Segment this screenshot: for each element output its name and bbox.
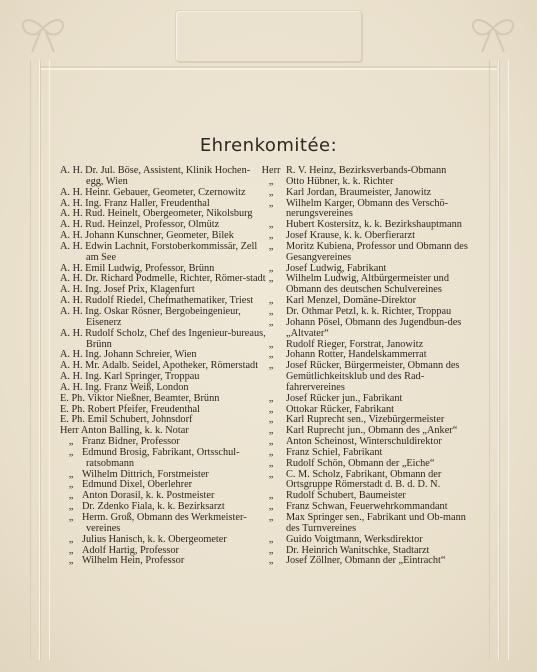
list-item-text: A. H. Rudolf Scholz, Chef des Ingenieur-bureaus, Brünn	[60, 327, 266, 350]
list-item-prefix: „	[268, 360, 274, 372]
list-item-prefix: „	[268, 414, 274, 426]
list-item-text: Johann Rotter, Handelskammerrat	[286, 349, 427, 361]
list-item	[256, 318, 476, 340]
list-item-text: Max Springer sen., Fabrikant und Ob-mann des Turnvereines	[286, 512, 466, 534]
right-member-list	[256, 166, 476, 567]
list-item-text: A. H. Ing. Oskar Rösner, Bergobeingenieur, Eisenerz	[60, 305, 241, 328]
list-item-prefix: „	[268, 533, 274, 545]
list-item-prefix: „	[268, 273, 274, 285]
list-item-prefix: „	[68, 436, 74, 448]
list-item	[60, 556, 266, 567]
list-item-text: Josef Rücker jun., Fabrikant	[286, 392, 403, 404]
list-item-text: Edmund Dixel, Oberlehrer	[82, 479, 193, 491]
list-item-prefix: „	[68, 490, 74, 502]
list-item-prefix: „	[268, 512, 274, 523]
list-item-text: A. H. Ing. Karl Springer, Troppau	[60, 371, 200, 383]
list-item-text: Karl Menzel, Domäne-Direktor	[286, 295, 417, 307]
list-item-text: A. H. Ing. Franz Weiß, London	[60, 381, 189, 393]
list-item	[256, 470, 476, 492]
list-item	[60, 329, 266, 351]
list-item-text: A. H. Ing. Josef Prix, Klagenfurt	[60, 284, 195, 296]
list-item-text: A. H. Ing. Johann Schreier, Wien	[60, 349, 197, 361]
list-item-text: A. H. Emil Ludwig, Professor, Brünn	[60, 262, 215, 274]
list-item-text: Karl Ruprecht jun., Obmann des „Anker“	[286, 425, 458, 437]
list-item-text: Wilhelm Karger, Obmann des Verschö-nerungsvereines	[286, 197, 449, 220]
list-item-text: R. V. Heinz, Bezirksverbands-Obmann	[286, 165, 447, 176]
list-item-text: A. H. Dr. Jul. Böse, Assistent, Klinik Hochen-egg, Wien	[60, 165, 251, 187]
list-item-text: Moritz Kubiena, Professor und Obmann des Gesangvereines	[286, 240, 468, 263]
list-item-text: Anton Dorasil, k. k. Postmeister	[82, 490, 215, 502]
page-title: Ehrenkomitée:	[199, 135, 338, 156]
list-item-text: A. H. Dr. Richard Podmelle, Richter, Römer-stadt	[60, 273, 266, 285]
list-item	[256, 199, 476, 221]
list-item-prefix: „	[68, 555, 74, 567]
bow-ornament-left-icon	[16, 10, 70, 54]
left-member-list	[60, 166, 266, 567]
list-item-text: Wilhelm Ludwig, Altbürgermeister und Obmann des deutschen Schulvereines	[286, 273, 449, 296]
list-item-text: A. H. Johann Kunschner, Geometer, Bilek	[60, 230, 234, 242]
list-item-text: Dr. Zdenko Fiala, k. k. Bezirksarzt	[82, 501, 225, 513]
list-item-prefix: „	[68, 479, 74, 491]
list-item-prefix: „	[68, 544, 74, 556]
list-item-prefix: „	[268, 555, 274, 567]
list-item-text: A. H. Mr. Adalb. Seidel, Apotheker, Römerstadt	[60, 360, 259, 372]
list-item-text: E. Ph. Robert Pfeifer, Freudenthal	[60, 403, 200, 415]
list-item-text: Franz Schwan, Feuerwehrkommandant	[286, 501, 448, 513]
list-item-prefix: „	[68, 533, 74, 545]
list-item-prefix: „	[268, 501, 274, 513]
list-item-text: Dr. Heinrich Wanitschke, Stadtarzt	[286, 544, 430, 556]
list-item-text: Julius Hanisch, k. k. Obergeometer	[82, 533, 227, 545]
list-item-text: A. H. Edwin Lachnit, Forstoberkommissär, Zell am See	[60, 240, 258, 263]
list-item-prefix: „	[268, 457, 274, 469]
list-item-text: Otto Hübner, k. k. Richter	[286, 175, 394, 187]
list-item-text: Adolf Hartig, Professor	[82, 544, 179, 556]
list-item	[256, 274, 476, 296]
list-item-text: A. H. Heinr. Gebauer, Geometer, Czernowitz	[60, 186, 246, 198]
list-item-text: Josef Krause, k. k. Oberfierarzt	[286, 230, 415, 242]
bow-ornament-right-icon	[466, 10, 520, 54]
list-item	[60, 242, 266, 264]
list-item-text: E. Ph. Emil Schubert, Johnsdorf	[60, 414, 193, 426]
list-item-prefix: „	[268, 295, 274, 307]
list-item-prefix: „	[268, 197, 274, 209]
list-item-prefix: „	[268, 349, 274, 361]
list-item	[256, 361, 476, 394]
list-item-prefix: „	[268, 544, 274, 556]
list-item-text: Rudolf Schubert, Baumeister	[286, 490, 406, 502]
list-item-prefix: „	[268, 230, 274, 242]
list-item-text: Rudolf Schön, Obmann der „Eiche“	[286, 457, 435, 469]
list-item-text: Edmund Brosig, Fabrikant, Ortsschul-ratsobmann	[82, 446, 240, 469]
list-item-text: C. M. Scholz, Fabrikant, Obmann der Ortsgruppe Römerstadt d. B. d. D. N.	[286, 468, 442, 491]
list-item-text: A. H. Rud. Heinzel, Professor, Olmütz	[60, 219, 220, 231]
list-item-prefix: „	[268, 262, 274, 274]
list-item-text: A. H. Rudolf Riedel, Chefmathematiker, Triest	[60, 295, 254, 307]
list-item	[60, 307, 266, 329]
list-item-text: Franz Schiel, Fabrikant	[286, 446, 383, 458]
list-item-text: Rudolf Rieger, Forstrat, Janowitz	[286, 338, 424, 350]
list-item-prefix: „	[268, 403, 274, 415]
list-item-text: Karl Jordan, Braumeister, Janowitz	[286, 186, 432, 198]
list-item	[256, 513, 476, 535]
list-item-prefix: „	[268, 316, 274, 328]
list-item-prefix: „	[268, 446, 274, 458]
list-item-text: Herr Anton Balling, k. k. Notar	[60, 425, 189, 437]
list-item-text: Johann Pösel, Obmann des Jugendbun-des „Altvater“	[286, 316, 462, 339]
list-item-prefix: Herr	[261, 165, 281, 176]
list-item-text: A. H. Ing. Franz Haller, Freudenthal	[60, 197, 210, 209]
list-item-prefix: „	[268, 425, 274, 437]
list-item	[256, 556, 476, 567]
list-item-text: Wilhelm Dittrich, Forstmeister	[82, 468, 209, 480]
list-item-prefix: „	[268, 305, 274, 317]
list-item	[60, 513, 266, 535]
list-item	[60, 448, 266, 470]
list-item-prefix: „	[268, 240, 274, 252]
list-item-text: Hubert Kostersitz, k. k. Bezirkshauptmann	[286, 219, 462, 231]
list-item-text: A. H. Rud. Heinelt, Obergeometer, Nikolsburg	[60, 208, 253, 220]
list-item-text: E. Ph. Viktor Nießner, Beamter, Brünn	[60, 392, 220, 404]
list-item-text: Anton Scheinost, Winterschuldirektor	[286, 436, 442, 448]
list-item-prefix: „	[268, 219, 274, 231]
list-item-text: Dr. Othmar Petzl, k. k. Richter, Troppau	[286, 305, 452, 317]
list-item-prefix: „	[268, 490, 274, 502]
list-item-text: Wilhelm Hein, Professor	[82, 555, 185, 567]
list-item	[256, 242, 476, 264]
list-item-prefix: „	[68, 501, 74, 513]
embossed-header-panel	[175, 10, 362, 62]
list-item-prefix: „	[268, 436, 274, 448]
list-item-text: Josef Rücker, Bürgermeister, Obmann des Gemütlichkeitsklub und des Rad-fahrervereines	[286, 360, 460, 393]
list-item-text: Herm. Groß, Obmann des Werkmeister-vereines	[82, 512, 247, 534]
list-item-prefix: „	[268, 186, 274, 198]
list-item-prefix: „	[68, 446, 74, 458]
list-item-text: Franz Bidner, Professor	[82, 436, 180, 448]
list-item-prefix: „	[268, 468, 274, 480]
list-item-text: Josef Ludwig, Fabrikant	[286, 262, 387, 274]
list-item-prefix: „	[268, 338, 274, 350]
list-item-prefix: „	[68, 468, 74, 480]
list-item-prefix: „	[268, 175, 274, 187]
list-item-text: Ottokar Rücker, Fabrikant	[286, 403, 394, 415]
list-item-text: Guido Voigtmann, Werksdirektor	[286, 533, 423, 545]
list-item-text: Karl Ruprecht sen., Vizebürgermeister	[286, 414, 445, 426]
list-item-prefix: „	[268, 392, 274, 404]
list-item	[60, 166, 266, 188]
list-item-text: Josef Zöllner, Obmann der „Eintracht“	[286, 555, 446, 567]
list-item-prefix: „	[68, 512, 74, 523]
